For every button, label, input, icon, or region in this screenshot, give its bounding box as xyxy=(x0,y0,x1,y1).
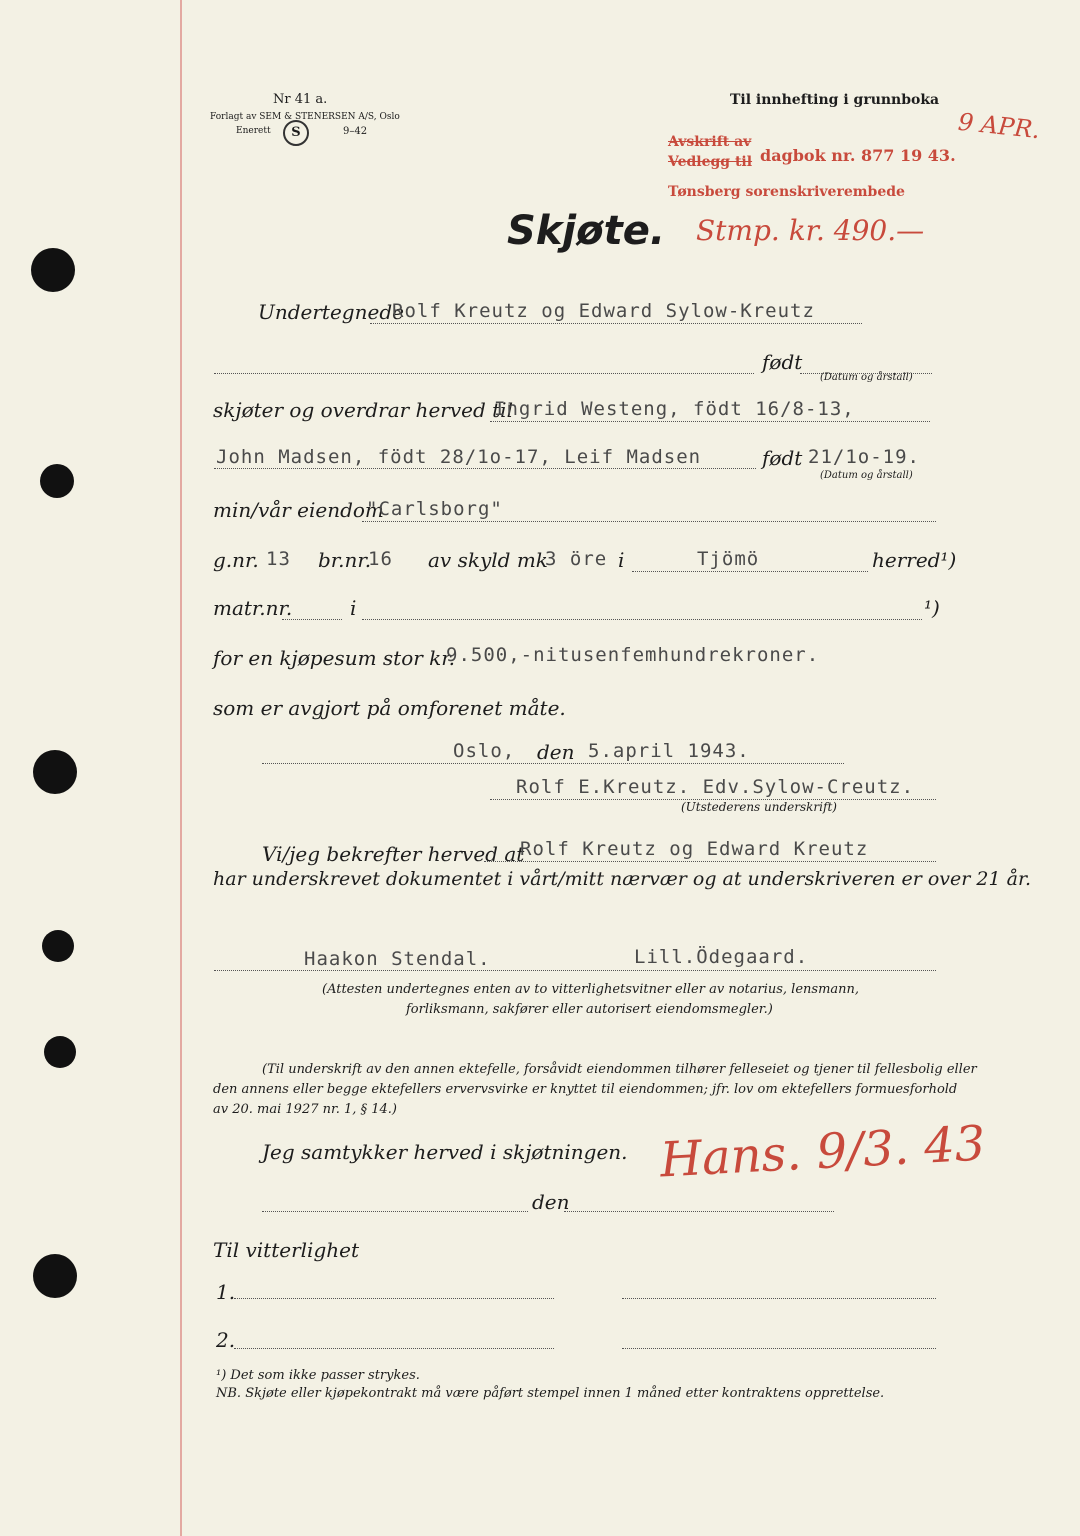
brnr-label: br.nr. xyxy=(318,548,372,572)
spouse-note-3: av 20. mai 1927 nr. 1, § 14.) xyxy=(213,1102,397,1117)
herred-label: herred¹) xyxy=(872,548,957,572)
dotted-line xyxy=(214,468,756,469)
skyld-value: 3 öre xyxy=(545,548,608,570)
attestation-note-1: (Attesten undertegnes enten av to vitterlighetsvitner eller av notarius, lensmann, xyxy=(322,982,860,997)
dotted-line xyxy=(262,1211,528,1212)
witness-section-label: Til vitterlighet xyxy=(213,1238,360,1262)
witness-number-2: 2. xyxy=(216,1328,236,1352)
punch-hole xyxy=(40,464,74,498)
date-hint-2: (Datum og årstall) xyxy=(820,470,913,481)
publisher-line: Forlagt av SEM & STENERSEN A/S, Oslo xyxy=(210,112,400,122)
footnote-1: ¹) Det som ikke passer strykes. xyxy=(216,1368,420,1383)
stamp-dagbok: dagbok nr. 877 19 43. xyxy=(760,146,956,165)
property-value: "Carlsborg" xyxy=(366,498,503,520)
buyer-line2: John Madsen, födt 28/1o-17, Leif Madsen xyxy=(216,446,702,468)
den-label: den xyxy=(537,740,575,764)
publisher-code: 9–42 xyxy=(343,126,368,137)
dotted-line xyxy=(632,571,868,572)
dotted-line xyxy=(362,521,936,522)
dotted-line xyxy=(234,1298,554,1299)
dotted-line xyxy=(490,421,930,422)
spouse-handwritten: Hans. 9/3. 43 xyxy=(658,1115,987,1189)
price-label: for en kjøpesum stor kr. xyxy=(213,646,456,670)
place-value: Oslo, xyxy=(453,740,516,762)
witness-number-1: 1. xyxy=(216,1280,236,1304)
undersigned-label: Undertegnede xyxy=(258,300,404,324)
footnote-2: NB. Skjøte eller kjøpekontrakt må være påført stempel innen 1 måned etter kontraktens opprettelse. xyxy=(216,1386,885,1401)
signature-hint: (Utstederens underskrift) xyxy=(681,800,837,814)
confirm-text: har underskrevet dokumentet i vårt/mitt nærvær og at underskriveren er over 21 år. xyxy=(213,868,1031,890)
buyer-line1: Ingrid Westeng, födt 16/8-13, xyxy=(494,398,855,420)
witness-2: Lill.Ödegaard. xyxy=(634,946,809,968)
dotted-line xyxy=(262,763,844,764)
confirm-label: Vi/jeg bekrefter herved at xyxy=(262,842,525,866)
matr-label: matr.nr. xyxy=(213,596,293,620)
dotted-line xyxy=(370,323,862,324)
matr-i: i xyxy=(350,596,357,620)
born-label: født xyxy=(762,350,803,374)
spouse-den-label: den xyxy=(532,1190,570,1214)
witness-1: Haakon Stendal. xyxy=(304,948,491,970)
born-label-2: født xyxy=(762,446,803,470)
born-value-2: 21/1o-19. xyxy=(808,446,920,468)
punch-hole xyxy=(33,750,77,794)
spouse-note-2: den annens eller begge ektefellers ervervsvirke er knyttet til eiendommen; jfr. lov om ektefellers formuesforhold xyxy=(213,1082,958,1097)
municipality-i: i xyxy=(618,548,625,572)
stamp-office: Tønsberg sorenskriverembede xyxy=(668,184,905,200)
dotted-line xyxy=(362,619,922,620)
skyld-label: av skyld mk xyxy=(428,548,548,572)
attestation-note-2: forliksmann, sakfører eller autorisert eiendomsmegler.) xyxy=(406,1002,773,1017)
form-number: Nr 41 a. xyxy=(273,92,328,107)
dotted-line xyxy=(622,1348,936,1349)
municipality-value: Tjömö xyxy=(697,548,760,570)
property-label: min/vår eiendom xyxy=(213,498,384,522)
publisher-logo: S xyxy=(283,120,309,146)
dotted-line xyxy=(214,970,936,971)
price-value: 9.500,-nitusenfemhundrekroner. xyxy=(446,644,820,666)
settled-text: som er avgjort på omforenet måte. xyxy=(213,696,566,720)
publisher-enerett: Enerett xyxy=(236,126,271,136)
consent-text: Jeg samtykker herved i skjøtningen. xyxy=(262,1140,628,1164)
stamp-vedlegg: Vedlegg til xyxy=(668,154,753,170)
dotted-line xyxy=(282,619,342,620)
spouse-note-1: (Til underskrift av den annen ektefelle, forsåvidt eiendommen tilhører felleseiet og tjener til fellesbolig eller xyxy=(262,1062,977,1077)
brnr-value: 16 xyxy=(368,548,393,570)
date-hint: (Datum og årstall) xyxy=(820,372,913,383)
dotted-line xyxy=(484,861,936,862)
date-value: 5.april 1943. xyxy=(588,740,750,762)
stamp-fee-handwritten: Stmp. kr. 490.— xyxy=(696,214,925,247)
punch-hole xyxy=(33,1254,77,1298)
punch-hole xyxy=(42,930,74,962)
stamp-avskrift: Avskrift av xyxy=(668,134,752,150)
signatures: Rolf E.Kreutz. Edv.Sylow-Creutz. xyxy=(516,776,915,798)
gnr-label: g.nr. xyxy=(213,548,259,572)
stamp-date-handwritten: 9 APR. xyxy=(956,107,1042,145)
gnr-value: 13 xyxy=(266,548,291,570)
filing-note: Til innhefting i grunnboka xyxy=(730,92,940,108)
punch-hole xyxy=(31,248,75,292)
page-title: Skjøte. xyxy=(507,208,666,254)
confirm-value: Rolf Kreutz og Edward Kreutz xyxy=(520,838,869,860)
margin-line xyxy=(180,0,182,1536)
dotted-line xyxy=(234,1348,554,1349)
dotted-line xyxy=(622,1298,936,1299)
dotted-line xyxy=(214,373,754,374)
dotted-line xyxy=(564,1211,834,1212)
undersigned-value: Rolf Kreutz og Edward Sylow-Kreutz xyxy=(392,300,815,322)
matr-end: ¹) xyxy=(924,596,940,620)
conveys-label: skjøter og overdrar herved til xyxy=(213,398,513,422)
punch-hole xyxy=(44,1036,76,1068)
